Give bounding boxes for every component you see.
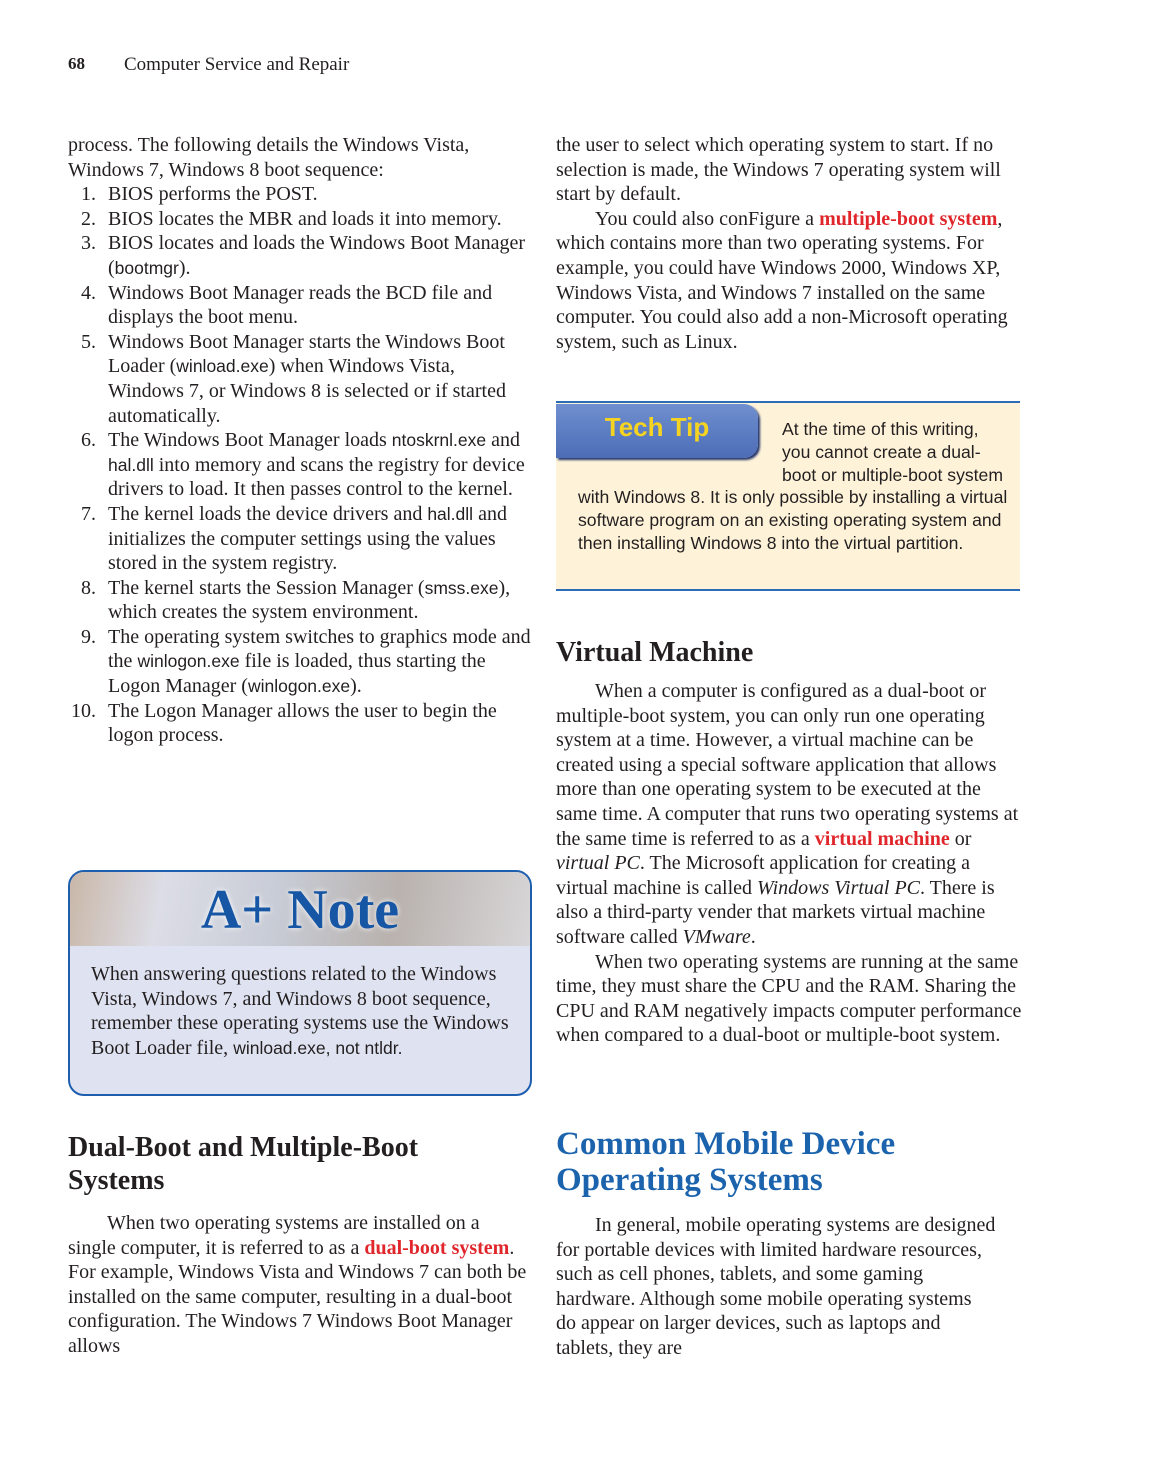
text-run: The Logon Manager allows the user to begin the logon process. [108, 699, 497, 747]
list-number: 5. [81, 330, 96, 353]
list-item-text [108, 577, 510, 624]
text-run: file is loaded, thus starting the Logon Manager ( [108, 650, 486, 698]
text-run: . There is also a third-party vender that markets virtual machine software called [556, 876, 995, 948]
mobile-os-paragraph [556, 1213, 996, 1361]
tech-tip-spacer [578, 418, 782, 484]
text-run: When a computer is configured as a dual-boot or multiple-boot system, you can only run one operating system at a time. However, a virtual machine can be created using a special software application that allows more than one operating system to be executed at the same time. A computer that runs two operating systems at the same time is referred to as a [556, 680, 1019, 850]
filename-text: winlogon.exe [247, 676, 351, 697]
filename-text: smss.​exe [424, 577, 499, 598]
list-item [68, 330, 534, 428]
list-number: 7. [81, 502, 96, 525]
list-item-text [108, 232, 525, 279]
list-item-text [108, 183, 318, 205]
list-item [68, 231, 534, 280]
intro-paragraph [68, 133, 534, 182]
text-run: Windows Boot Manager reads the BCD file and displays the boot menu. [108, 281, 493, 329]
aplus-note-banner-image [70, 872, 530, 946]
list-item [68, 428, 534, 502]
list-item [68, 182, 534, 207]
tech-tip-label: Tech Tip [604, 412, 710, 442]
text-run: In general, mobile operating systems are designed for portable devices with limited hardware resources, such as cell phones, tablets, and some gaming hardware. Although some mobile operating systems do appear on larger devices, such as laptops and tablets, they are [556, 1214, 996, 1359]
text-run: or [949, 827, 972, 850]
italic-term: virtual PC [556, 852, 640, 875]
text-run: The kernel starts the Session Manager ( [108, 576, 425, 599]
list-number: 4. [81, 281, 96, 304]
list-number: 8. [81, 576, 96, 599]
left-column [68, 133, 534, 748]
text-run: ), which creates the system environment. [108, 576, 511, 624]
text-run: and [486, 429, 521, 452]
dual-boot-paragraph [68, 1211, 530, 1359]
list-number: 1. [81, 183, 96, 206]
text-run: . The Microsoft application for creating a virtual machine is called [556, 852, 970, 899]
tech-tip-box [556, 401, 1020, 591]
text-run: BIOS locates and loads the Windows Boot Manager ( [108, 232, 526, 279]
list-item [68, 625, 534, 699]
page-number: 68 [68, 54, 85, 73]
boot-manager-paragraph [556, 133, 1022, 207]
list-number: 2. [81, 207, 96, 230]
text-run: and initializes the computer settings using the values stored in the system registry. [108, 502, 507, 575]
section-heading-mobile-os: Common Mobile Device Operating Systems [556, 1126, 896, 1198]
text-run: , which contains more than two operating systems. For example, you could have Windows 2000, Windows XP, Windows Vista, and Windows 7 installed on the same computer. You could also add a non-Microsoft operating system, such as Linux. [556, 207, 1008, 353]
tech-tip-body: At the time of this writing, you cannot create a dual-boot or multiple-boot system with Windows 8. It is only possible by installing a virtual software program on an existing operating system and then installing Windows 8 into the virtual partition. [578, 419, 1008, 553]
text-run: ). [350, 675, 362, 698]
text-run: the user to select which operating system to start. If no selection is made, the Windows 7 operating system will start by default. [556, 134, 1001, 206]
list-item [68, 281, 534, 330]
text-run: ) when Windows Vista, Windows 7, or Windows 8 is selected or if started automatically. [108, 355, 506, 427]
text-run: The operating system switches to graphics mode and the [108, 625, 531, 673]
list-item [68, 699, 534, 748]
section-heading-virtual-machine: Virtual Machine [556, 637, 754, 668]
tech-tip-text-wrap [578, 418, 1008, 555]
text-run: When two operating systems are installed on a single computer, it is referred to as a [68, 1212, 480, 1259]
text-run: When two operating systems are running at the same time, they must share the CPU and the RAM. Sharing the CPU and RAM negatively impacts computer performance when compared to a dual-boot or multiple-boot system. [556, 950, 1022, 1047]
list-item-text [108, 626, 531, 697]
list-number: 9. [81, 625, 96, 648]
text-run: . For example, Windows Vista and Windows 7 can both be installed on the same computer, resulting in a dual-boot configuration. The Windows 7 Windows Boot Manager allows [68, 1236, 527, 1357]
virtual-machine-paragraph-2 [556, 950, 1022, 1048]
key-term: virtual machine [814, 827, 950, 850]
text-run: When answering questions related to the Windows Vista, Windows 7, and Windows 8 boot sequence, remember these operating systems use the Windows Boot Loader file, [91, 963, 509, 1059]
text-run: BIOS performs the POST. [108, 183, 318, 206]
text-run: Windows Boot Manager starts the Windows Boot Loader ( [108, 330, 505, 378]
list-item [68, 207, 534, 232]
list-number: 3. [81, 232, 96, 255]
list-item-text [108, 208, 502, 230]
aplus-note-body [70, 946, 530, 1060]
list-item-text [108, 429, 525, 500]
filename-text: ntoskrnl.exe [391, 430, 487, 451]
text-run: ). [178, 256, 191, 279]
filename-text: winload.exe, not ntldr. [233, 1037, 403, 1058]
aplus-note-title: A+ Note [200, 879, 400, 941]
list-item [68, 576, 534, 625]
filename-text: hal.dll [108, 454, 154, 475]
key-term: dual-boot system [364, 1236, 510, 1259]
list-item-text [108, 503, 507, 574]
filename-text: winlogon.exe [137, 651, 240, 672]
list-number: 6. [81, 429, 96, 452]
list-item [68, 502, 534, 576]
text-run: into memory and scans the registry for device drivers to load. It then passes control to the kernel. [108, 453, 525, 501]
text-run: process. The following details the Windows Vista, Windows 7, Windows 8 boot sequence: [68, 134, 470, 181]
right-column-top [556, 133, 1022, 354]
text-run: BIOS locates the MBR and loads it into memory. [108, 207, 502, 230]
virtual-machine-paragraph-1 [556, 679, 1022, 950]
filename-text: winload.exe [176, 356, 269, 377]
text-run: The Windows Boot Manager loads [108, 429, 392, 452]
filename-text: bootmgr [114, 257, 179, 278]
aplus-note-box [68, 870, 532, 1096]
text-run: The kernel loads the device drivers and [108, 502, 428, 525]
italic-term: VMware [682, 925, 751, 948]
list-number: 10. [71, 699, 96, 722]
multiple-boot-paragraph [556, 207, 1022, 355]
section-heading-dual-boot: Dual-Boot and Multiple-Boot Systems [68, 1132, 419, 1196]
filename-text: hal.dll [427, 503, 474, 524]
key-term: multiple-boot system [819, 207, 998, 230]
boot-sequence-list [68, 182, 534, 748]
list-item-text [108, 282, 492, 329]
list-item-text [108, 700, 497, 747]
list-item-text [108, 331, 506, 427]
text-run: You could also conFigure a [595, 207, 820, 230]
italic-term: Windows Virtual PC [757, 876, 921, 899]
text-run: . [750, 925, 756, 948]
running-header: Computer Service and Repair [124, 54, 350, 75]
